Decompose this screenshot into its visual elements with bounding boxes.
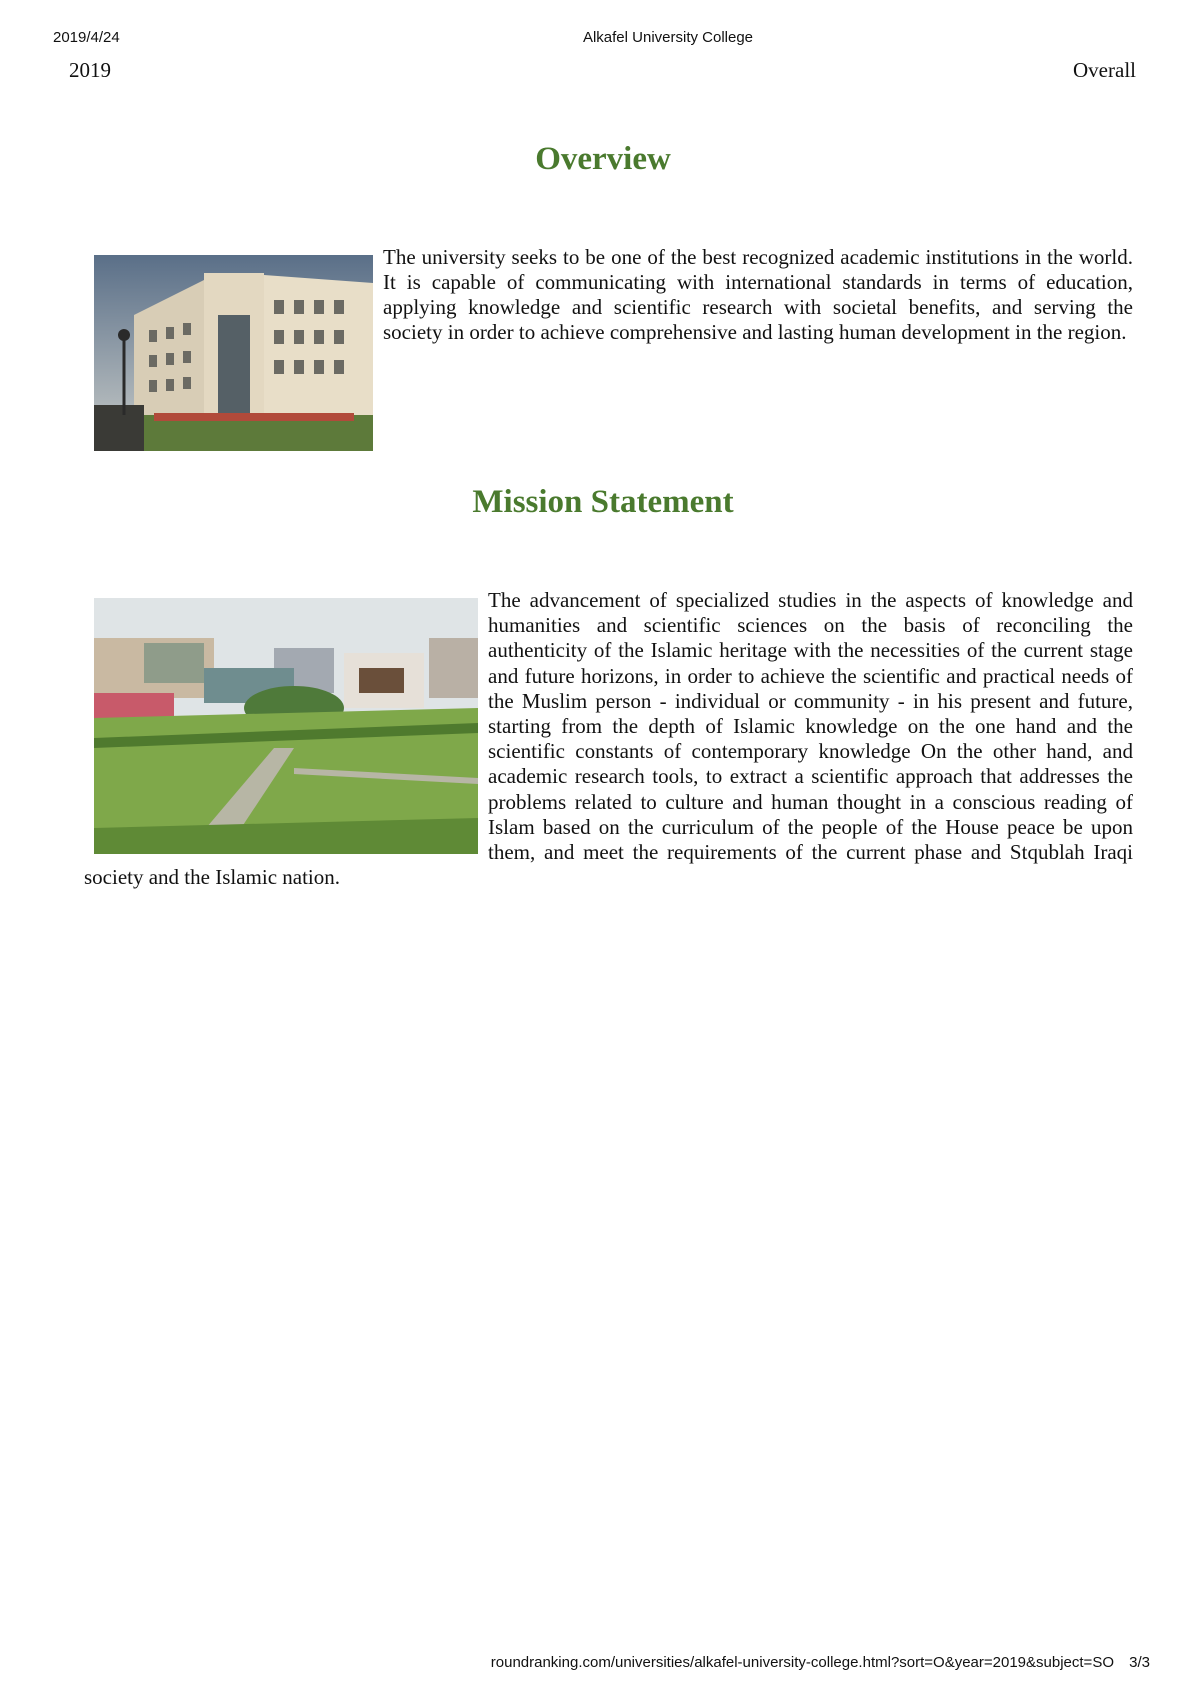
print-header-date: 2019/4/24 xyxy=(53,29,120,46)
mission-paragraph: The advancement of specialized studies in the aspects of knowledge and humanities and scientific sciences on the basis of reconciling the authenticity of the Islamic heritage with the necessities of the current stage and future horizons, in order to achieve the scientific and practical needs of the Muslim person - individual or community - in his present and future, starting from the depth of Islamic knowledge on the one hand and the scientific constants of contemporary knowledge On the other hand, and academic research tools, to extract a scientific approach that addresses the problems related to culture and human thought in a conscious reading of Islam based on the curriculum of the people of the House peace be upon them, and meet the requirements of the current phase and Stqublah Iraqi society and the Islamic nation. xyxy=(84,588,1133,890)
overview-heading: Overview xyxy=(535,141,671,177)
mission-photo-spacer xyxy=(84,588,488,850)
university-building-photo xyxy=(94,255,373,451)
ranking-year: 2019 xyxy=(69,58,111,82)
mission-heading: Mission Statement xyxy=(472,484,734,520)
mission-section xyxy=(84,588,1133,890)
print-footer-url: roundranking.com/universities/alkafel-university-college.html?sort=O&year=2019&subject=SO xyxy=(490,1654,1114,1671)
ranking-scope: Overall xyxy=(1073,58,1136,82)
print-header-title: Alkafel University College xyxy=(582,29,754,46)
print-footer-page-number: 3/3 xyxy=(1129,1654,1150,1671)
overview-paragraph: The university seeks to be one of the best recognized academic institutions in the world. It is capable of communicating with international standards in terms of education, applying knowledge and scientific research with societal benefits, and serving the society in order to achieve comprehensive and lasting human development in the region. xyxy=(383,245,1133,344)
